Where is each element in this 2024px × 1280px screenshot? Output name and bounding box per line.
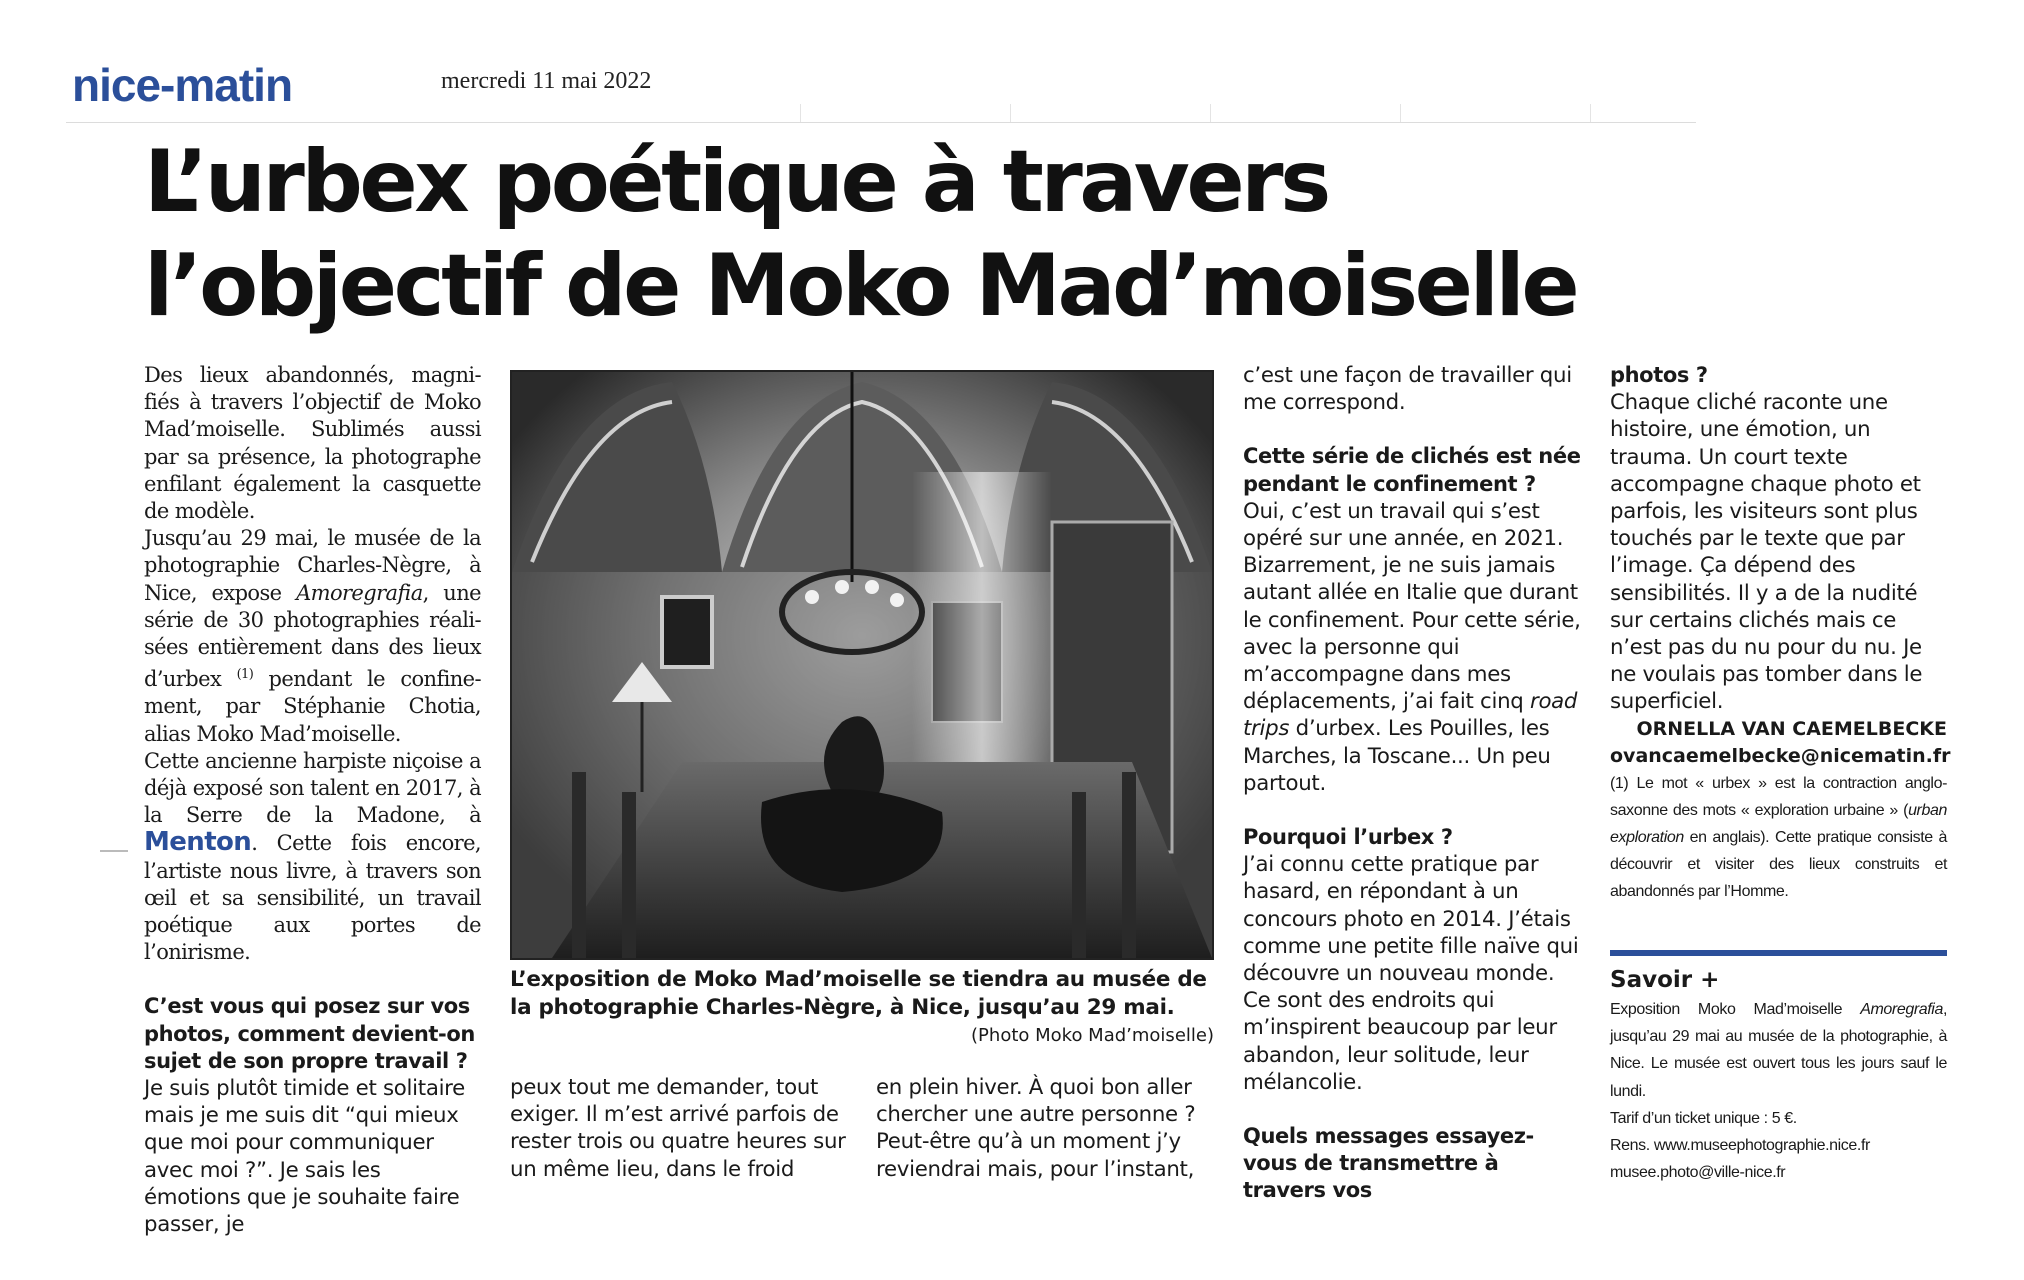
photo-credit: (Photo Moko Mad’moiselle): [971, 1025, 1214, 1046]
header-rule-tick: [1590, 104, 1591, 122]
photo-caption: L’exposition de Moko Mad’moiselle se tiendra au musée de la photographie Charles-Nègre, à Nice, jusqu’au 29 mai.: [510, 967, 1207, 1020]
column-5: [1610, 362, 1951, 906]
info-box-website[interactable]: Rens. www.museephotographie.nice.fr: [1610, 1137, 1870, 1155]
spacer: [144, 966, 481, 993]
intro-paragraph-3: Cette ancienne harpiste niçoise a déjà exposé son talent en 2017, à la Serre de la Madone, à Menton. Cette fois encore, l’artiste nous livre, à travers son œil et sa sensibilité, un travail poétique aux portes de l’onirisme.: [144, 748, 481, 965]
column-1: [144, 362, 481, 1238]
spacer: [1243, 797, 1582, 824]
margin-mark: [100, 850, 128, 852]
question-4-part-2: photos ?: [1610, 363, 1708, 387]
intro-paragraph-1: Des lieux abandonnés, magni-fiés à travers l’objectif de Moko Mad’moiselle. Sublimés aussi par sa présence, la photographe enfilant également la casquette de modèle.: [144, 363, 481, 524]
newspaper-logo: nice-matin: [72, 59, 293, 111]
footnote-marker: (1): [236, 667, 254, 683]
answer-2: Oui, c’est un travail qui s’est opéré sur une année, en 2021. Bizarrement, je ne suis jamais autant allée en Italie que durant le confinement. Pour cette série, avec la personne qui m’accompagne dans mes déplacements, j’ai fait cinq road trips d’urbex. Les Pouilles, les Marches, la Toscane... Un peu partout.: [1243, 498, 1581, 796]
column-3: [876, 1074, 1214, 1183]
answer-1-part-3: en plein hiver. À quoi bon aller chercher une autre personne ? Peut-être qu’à un moment j’y reviendrai mais, pour l’instant,: [876, 1075, 1196, 1182]
publication-date: mercredi 11 mai 2022: [441, 68, 652, 94]
info-box-title: Savoir +: [1610, 967, 1720, 993]
question-2: Cette série de clichés est née pendant le confinement ?: [1243, 444, 1581, 496]
answer-1-part-1: Je suis plutôt timide et solitaire mais je me suis dit “qui mieux que moi pour communiquer avec moi ?”. Je sais les émotions que je souhaite faire passer, je: [144, 1076, 465, 1238]
info-box-rule: [1610, 950, 1947, 956]
spacer: [1243, 416, 1582, 443]
column-2: [510, 1074, 848, 1183]
column-4: [1243, 362, 1582, 1205]
article-headline: [144, 130, 1704, 338]
exhibition-photo-image: [512, 372, 1212, 958]
answer-3: J’ai connu cette pratique par hasard, en répondant à un concours photo en 2014. J’étais comme une petite fille naïve qui découvre un nouveau monde. Ce sont des endroits qui m’inspirent beaucoup par leur abandon, leur solitude, leur mélancolie.: [1243, 852, 1579, 1095]
header-rule-tick: [1400, 104, 1401, 122]
question-1: C’est vous qui posez sur vos photos, comment devient-on sujet de son propre travail ?: [144, 994, 475, 1073]
footnote: (1) Le mot « urbex » est la contraction anglo-saxonne des mots « exploration urbaine » (urban exploration en anglais). Cette pratique consiste à découvrir et visiter des lieux construits et abandonnés par l’Homme.: [1610, 774, 1947, 901]
exhibition-title: Amoregrafia: [296, 580, 423, 605]
question-3: Pourquoi l’urbex ?: [1243, 825, 1453, 850]
intro-paragraph-2: Jusqu’au 29 mai, le musée de la photographie Charles-Nègre, à Nice, expose Amoregrafia, une série de 30 photographies réali-sées entièrement dans des lieux d’urbex $^{(1)}$ pendant le confine-ment, par Stéphanie Chotia, alias Moko Mad’moiselle.: [144, 526, 481, 746]
info-box: [1610, 996, 1947, 1186]
header-rule-tick: [1210, 104, 1211, 122]
info-box-email[interactable]: musee.photo@ville-nice.fr: [1610, 1164, 1786, 1182]
info-box-price: Tarif d’un ticket unique : 5 €.: [1610, 1109, 1797, 1127]
headline-line-1: L’urbex poétique à travers: [144, 132, 1328, 232]
header-rule-tick: [800, 104, 801, 122]
question-4-part-1: Quels messages essayez-vous de transmettre à travers vos: [1243, 1124, 1534, 1203]
author-email[interactable]: ovancaemelbecke@nicematin.fr: [1610, 744, 1951, 767]
answer-4: Chaque cliché raconte une histoire, une émotion, un trauma. Un court texte accompagne chaque photo et parfois, les visiteurs sont plus touchés par le texte que par l’image. Ça dépend des sensibilités. Il y a de la nudité sur certains clichés mais ce n’est pas du nu pour du nu. Je ne voulais pas tomber dans le superficiel.: [1610, 390, 1923, 715]
author-name: ORNELLA VAN CAEMELBECKE: [1636, 717, 1947, 740]
answer-1-part-4: c’est une façon de travailler qui me correspond.: [1243, 363, 1572, 416]
city-link-menton[interactable]: Menton: [144, 827, 252, 858]
header-rule: [66, 122, 1696, 123]
info-box-exhibition: Exposition Moko Mad’moiselle Amoregrafia, jusqu’au 29 mai au musée de la photographie, à Nice. Le musée est ouvert tous les jours sauf le lundi.: [1610, 1001, 1947, 1100]
spacer: [1243, 1096, 1582, 1123]
headline-line-2: l’objectif de Moko Mad’moiselle: [144, 236, 1577, 336]
header-rule-tick: [1010, 104, 1011, 122]
answer-1-part-2: peux tout me demander, tout exiger. Il m’est arrivé parfois de rester trois ou quatre heures sur un même lieu, dans le froid: [510, 1075, 846, 1182]
article-photo: [510, 370, 1214, 960]
